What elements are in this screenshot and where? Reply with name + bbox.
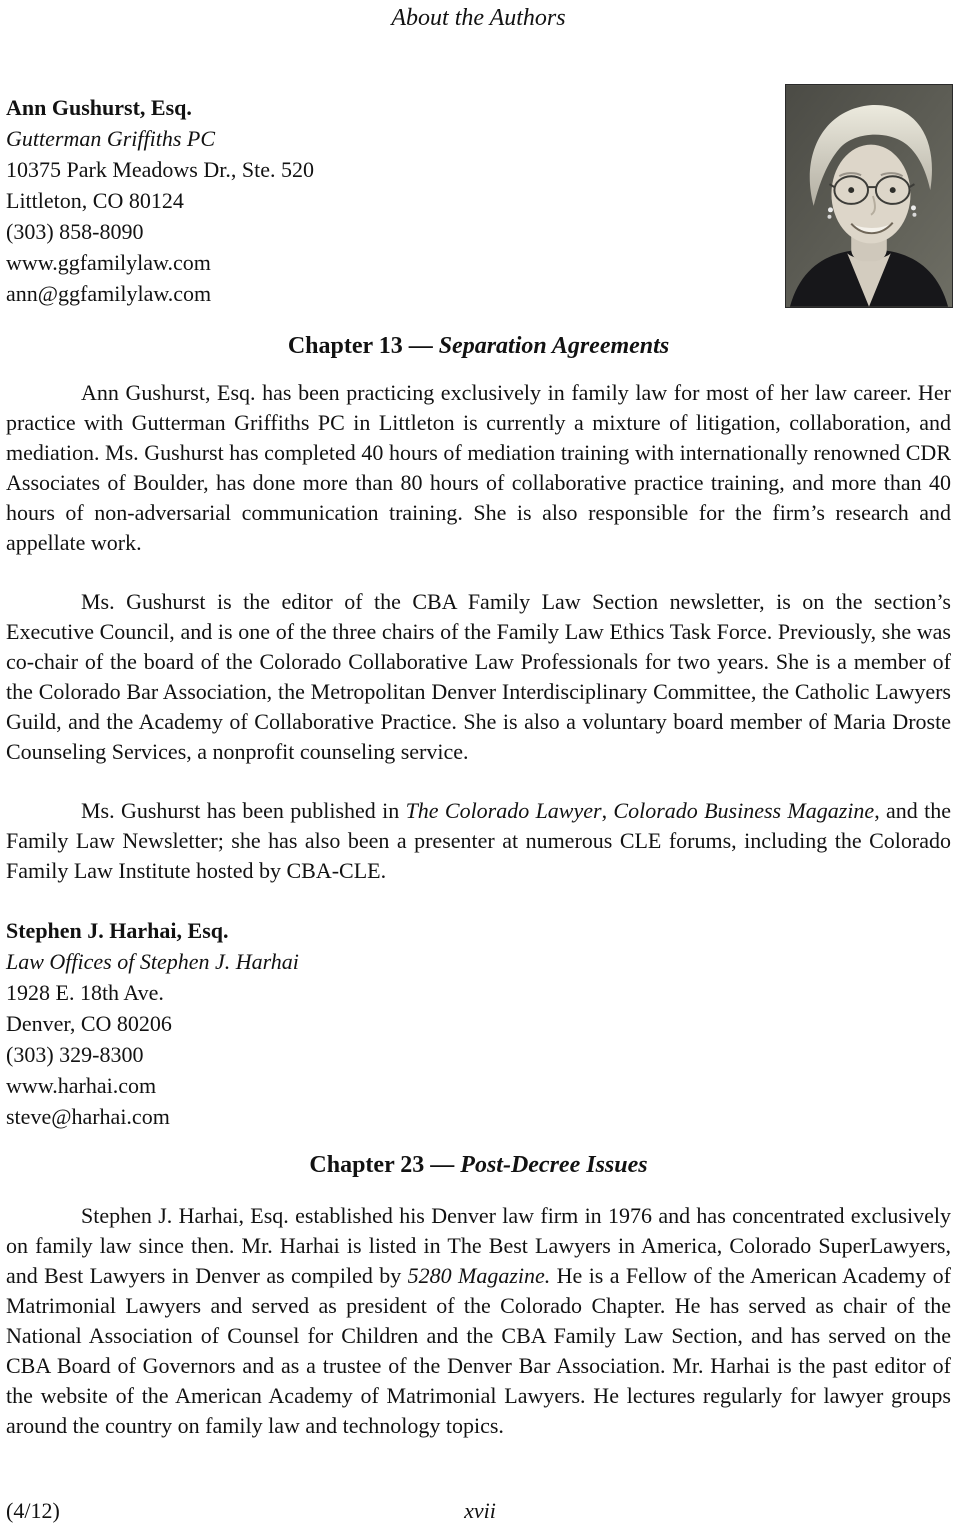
bio-text: , and the Family Law Newsletter; she has also been a presenter at numerous CLE forums, including the Colorado Family Law Institute hosted by CBA-CLE.	[6, 798, 951, 883]
publication-title: 5280 Magazine.	[407, 1263, 551, 1288]
author-name: Ann Gushurst, Esq.	[6, 95, 192, 120]
bio-text: He is a Fellow of the American Academy of Matrimonial Lawyers and served as president of the Colorado Chapter. He has served as chair of the National Association of Counsel for Children and the CBA Family Law Section, and has served on the CBA Board of Governors and as a trustee of the Denver Bar Association. Mr. Harhai is the past editor of the website of the American Academy of Matrimonial Lawyers. He lectures regularly for lawyer groups around the country on family law and technology topics.	[6, 1263, 951, 1438]
bio-paragraph	[6, 1201, 951, 1441]
portrait-illustration	[786, 85, 952, 307]
author-address-city: Littleton, CO 80124	[6, 188, 184, 213]
page-title: About the Authors	[391, 5, 566, 31]
chapter-heading-13	[6, 331, 951, 361]
author-photo	[785, 84, 953, 308]
bio-text: Ann Gushurst, Esq. has been practicing exclusively in family law for most of her law career. Her practice with Gutterman Griffiths PC in Littleton is currently a mixture of litigation, collaboration, and mediation. Ms. Gushurst has completed 40 hours of mediation training with internationally renowned CDR Associates of Boulder, has done more than 80 hours of collaborative practice training, and more than 40 hours of non-adversarial communication training. She is also responsible for the firm’s research and appellate work.	[6, 380, 951, 555]
contact-block-stephen-harhai	[6, 915, 606, 1132]
author-email: steve@harhai.com	[6, 1104, 170, 1129]
footer-version-label: (4/12)	[6, 1498, 60, 1523]
chapter-number: Chapter 23 —	[309, 1152, 461, 1178]
chapter-number: Chapter 13 —	[287, 333, 439, 359]
bio-paragraph	[6, 796, 951, 886]
bio-text: Ms. Gushurst is the editor of the CBA Family Law Section newsletter, is on the section’s Executive Council, and is one of the three chairs of the Family Law Ethics Task Force. Previously, she was co-chair of the board of the Colorado Collaborative Law Professionals for two years. She is a member of the Colorado Bar Association, the Metropolitan Denver Interdisciplinary Committee, the Catholic Lawyers Guild, and the Academy of Collaborative Practice. She is also a voluntary board member of Maria Droste Counseling Services, a nonprofit counseling service.	[6, 589, 951, 764]
contact-block-ann-gushurst	[6, 92, 606, 309]
footer-page-number: xvii	[464, 1498, 496, 1523]
author-name: Stephen J. Harhai, Esq.	[6, 918, 229, 943]
author-address-street: 1928 E. 18th Ave.	[6, 980, 164, 1005]
bio-text: ,	[601, 798, 614, 823]
author-email: ann@ggfamilylaw.com	[6, 281, 212, 306]
bio-paragraph	[6, 587, 951, 767]
bio-text: Ms. Gushurst has been published in	[81, 798, 406, 823]
bio-text: Stephen J. Harhai, Esq. established his Denver law firm in 1976 and has concentrated exclusively on family law since then. Mr. Harhai is listed in The Best Lawyers in America, Colorado SuperLawyers, and Best Lawyers in Denver as compiled by	[6, 1203, 951, 1288]
chapter-title: Separation Agreements	[438, 333, 670, 359]
author-phone: (303) 329-8300	[6, 1042, 144, 1067]
chapter-heading-23	[6, 1150, 951, 1180]
author-address-city: Denver, CO 80206	[6, 1011, 172, 1036]
chapter-title: Post-Decree Issues	[460, 1152, 648, 1178]
author-firm: Law Offices of Stephen J. Harhai	[6, 949, 299, 974]
author-firm: Gutterman Griffiths PC	[6, 126, 216, 151]
author-website: www.harhai.com	[6, 1073, 157, 1098]
author-address-street: 10375 Park Meadows Dr., Ste. 520	[6, 157, 314, 182]
publication-title: Colorado Business Magazine	[613, 798, 875, 823]
author-website: www.ggfamilylaw.com	[6, 250, 211, 275]
author-phone: (303) 858-8090	[6, 219, 144, 244]
publication-title: The Colorado Lawyer	[405, 798, 602, 823]
bio-paragraph	[6, 378, 951, 558]
